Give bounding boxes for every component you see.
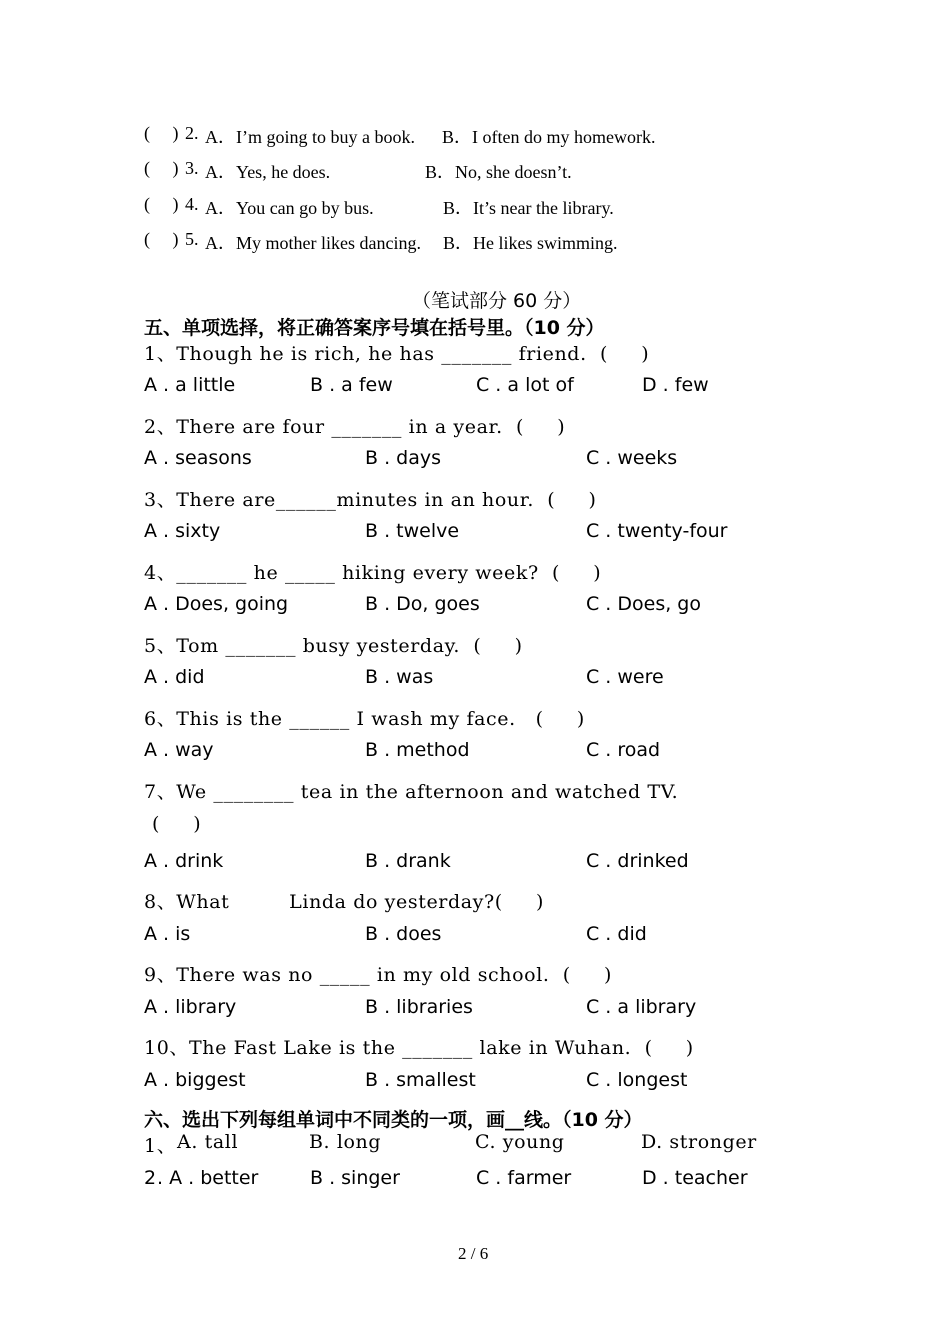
option-b: B . libraries <box>365 996 473 1018</box>
item-number: 3. <box>185 158 199 178</box>
section-5-title: 五、单项选择，将正确答案序号填在括号里。（10 分） <box>144 317 605 339</box>
option-b: B．He likes swimming. <box>443 233 618 253</box>
option-a: A . biggest <box>144 1069 246 1091</box>
option-c: C . drinked <box>586 850 689 872</box>
option-a: A．I’m going to buy a book. <box>205 127 415 147</box>
question-number: 1、 <box>144 1135 177 1157</box>
question-text: 2、There are four _______ in a year. ( ) <box>144 416 566 438</box>
option-a: A . sixty <box>144 520 221 542</box>
question-number: 2 <box>144 1167 157 1189</box>
option-b: B . a few <box>310 374 393 396</box>
option-b: B．I often do my homework. <box>442 127 656 147</box>
option-a: A . is <box>144 923 191 945</box>
question-text: 5、Tom _______ busy yesterday. ( ) <box>144 635 523 657</box>
option-b: B . was <box>365 666 434 688</box>
option-a: . A . better <box>157 1167 259 1189</box>
option-b: B . smallest <box>365 1069 476 1091</box>
item-number: 2. <box>185 123 199 143</box>
option-c: C . a library <box>586 996 697 1018</box>
option-c: C . farmer <box>476 1167 572 1189</box>
option-a: A．My mother likes dancing. <box>205 233 421 253</box>
option-b: B . twelve <box>365 520 460 542</box>
option-b: B．It’s near the library. <box>443 198 614 218</box>
answer-paren: ( ) <box>144 229 179 249</box>
option-a: A . way <box>144 739 214 761</box>
option-b: B. long <box>309 1131 382 1153</box>
answer-paren: ( ) <box>144 158 179 178</box>
option-c: C . weeks <box>586 447 678 469</box>
option-b: B . days <box>365 447 441 469</box>
option-a: A . did <box>144 666 205 688</box>
option-a: A . drink <box>144 850 224 872</box>
option-b: B . method <box>365 739 470 761</box>
option-a: A. tall <box>177 1131 239 1153</box>
question-text: 8、What Linda do yesterday?( ) <box>144 891 544 913</box>
written-part-title: （笔试部分 60 分） <box>412 290 582 312</box>
option-c: C . Does, go <box>586 593 701 615</box>
section-6-title: 六、选出下列每组单词中不同类的一项，画__线。（10 分） <box>144 1109 643 1131</box>
option-a: A . seasons <box>144 447 252 469</box>
answer-paren: ( ) <box>144 194 179 214</box>
option-a: A．You can go by bus. <box>205 198 374 218</box>
option-d: D . teacher <box>642 1167 748 1189</box>
option-c: C . a lot of <box>476 374 574 396</box>
option-a: A．Yes, he does. <box>205 162 331 182</box>
option-c: C . twenty-four <box>586 520 728 542</box>
option-b: B．No, she doesn’t. <box>425 162 572 182</box>
option-c: C. young <box>475 1131 565 1153</box>
option-d: D. stronger <box>641 1131 757 1153</box>
question-text: 7、We ________ tea in the afternoon and watched TV. <box>144 781 679 803</box>
question-text: 4、_______ he _____ hiking every week? ( ) <box>144 562 602 584</box>
page-number: 2 / 6 <box>458 1244 489 1263</box>
question-text: 6、This is the ______ I wash my face. ( ) <box>144 708 585 730</box>
question-text: 3、There are______minutes in an hour. ( ) <box>144 489 597 511</box>
option-d: D . few <box>642 374 709 396</box>
option-a: A . library <box>144 996 237 1018</box>
answer-paren: ( ) <box>152 813 202 835</box>
item-number: 5. <box>185 229 199 249</box>
option-b: B . does <box>365 923 442 945</box>
option-b: B . drank <box>365 850 451 872</box>
option-b: B . singer <box>310 1167 400 1189</box>
option-a: A . Does, going <box>144 593 289 615</box>
option-c: C . road <box>586 739 661 761</box>
answer-paren: ( ) <box>144 123 179 143</box>
item-number: 4. <box>185 194 199 214</box>
option-a: A . a little <box>144 374 236 396</box>
question-text: 1、Though he is rich, he has _______ friend. ( ) <box>144 343 650 365</box>
option-c: C . did <box>586 923 647 945</box>
option-b: B . Do, goes <box>365 593 480 615</box>
option-c: C . were <box>586 666 664 688</box>
option-c: C . longest <box>586 1069 688 1091</box>
question-text: 10、The Fast Lake is the _______ lake in Wuhan. ( ) <box>144 1037 694 1059</box>
question-text: 9、There was no _____ in my old school. ( ) <box>144 964 613 986</box>
